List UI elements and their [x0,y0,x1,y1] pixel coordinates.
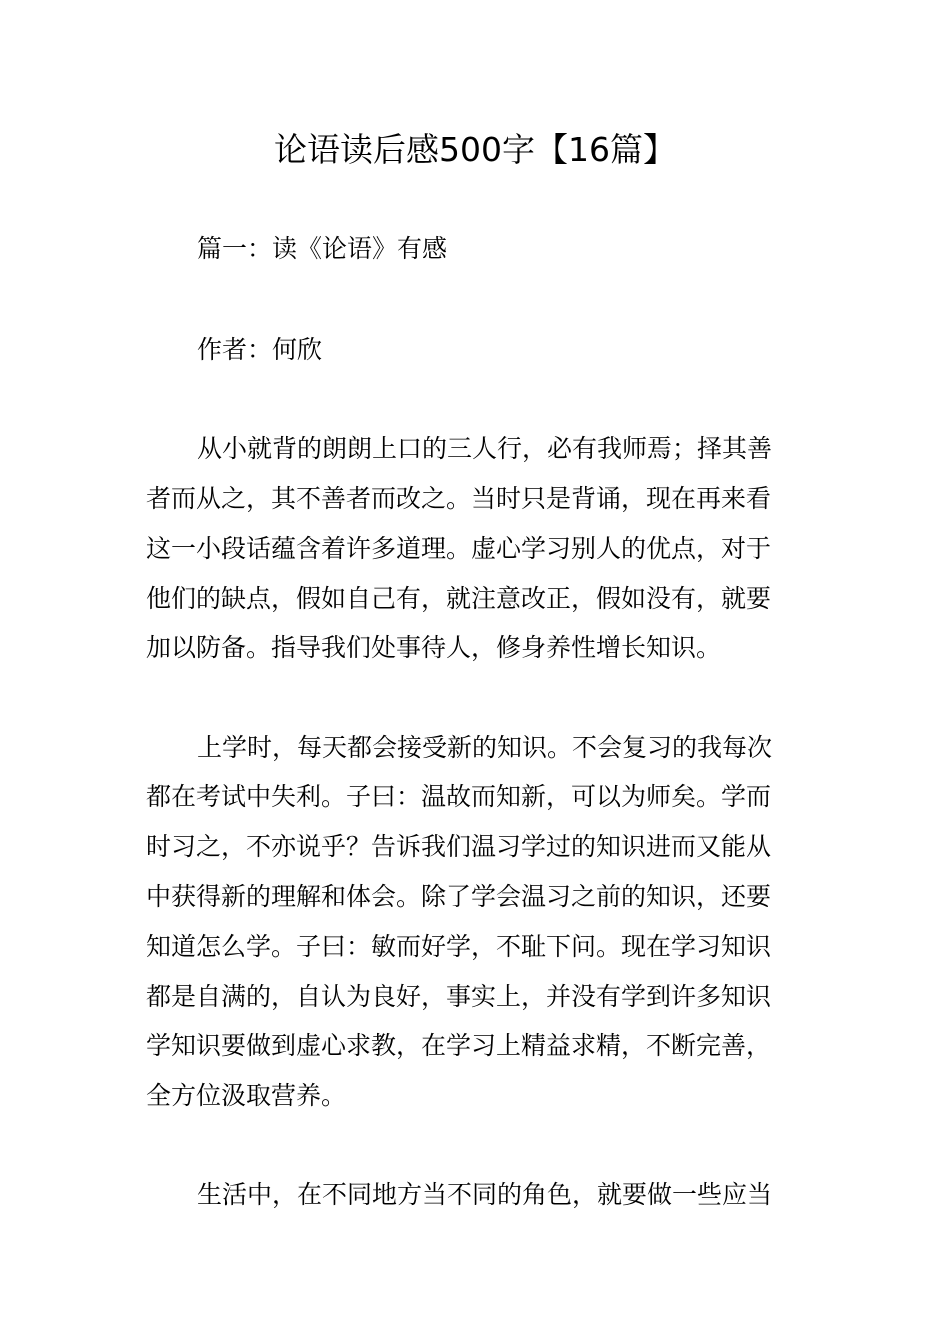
paragraph-line: 这一小段话蕴含着许多道理。虚心学习别人的优点，对于 [146,534,772,563]
document-title: 论语读后感500字【16篇】 [274,130,676,169]
paragraph-line: 中获得新的理解和体会。除了学会温习之前的知识，还要 [146,882,772,911]
paragraph-line: 从小就背的朗朗上口的三人行，必有我师焉；择其善 [197,434,773,463]
paragraph-line: 都在考试中失利。子曰：温故而知新，可以为师矣。学而 [146,782,772,811]
paragraph-line: 加以防备。指导我们处事待人，修身养性增长知识。 [146,633,722,662]
paragraph-line: 上学时，每天都会接受新的知识。不会复习的我每次 [197,733,773,762]
paragraph-line: 学知识要做到虚心求教，在学习上精益求精，不断完善， [146,1031,772,1060]
paragraph-line: 全方位汲取营养。 [146,1081,347,1110]
paragraph-line: 他们的缺点，假如自己有，就注意改正，假如没有，就要 [146,584,772,613]
paragraph-line: 时习之，不亦说乎？告诉我们温习学过的知识进而又能从 [146,832,772,861]
paragraph-line: 者而从之，其不善者而改之。当时只是背诵，现在再来看 [146,484,772,513]
paragraph-line: 都是自满的，自认为良好，事实上，并没有学到许多知识 [146,982,772,1011]
section-heading: 篇一：读《论语》有感 [197,234,448,263]
paragraph-line: 知道怎么学。子曰：敏而好学，不耻下问。现在学习知识 [146,932,772,961]
paragraph-line: 生活中，在不同地方当不同的角色，就要做一些应当 [197,1180,773,1209]
author-line: 作者：何欣 [197,335,323,364]
